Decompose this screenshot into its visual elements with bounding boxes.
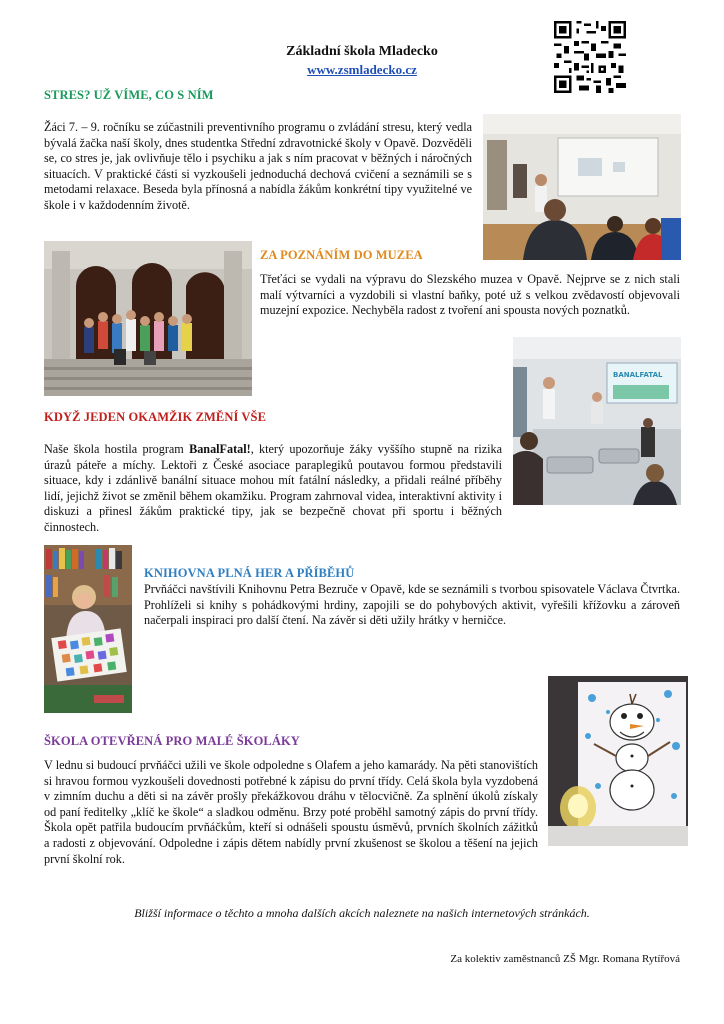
- article-skola-title: ŠKOLA OTEVŘENÁ PRO MALÉ ŠKOLÁKY: [44, 734, 300, 748]
- olaf-decoration-photo: [548, 676, 688, 846]
- school-name: Základní škola Mladecko: [286, 44, 438, 59]
- screen-banalfatal-text: BANALFATAL: [613, 371, 663, 379]
- article-okamzik-text-prefix: Naše škola hostila program: [44, 442, 190, 456]
- signature: Za kolektiv zaměstnanců ZŠ Mgr. Romana Rytířová: [450, 953, 680, 965]
- article-okamzik-title: KDYŽ JEDEN OKAMŽIK ZMĚNÍ VŠE: [44, 410, 267, 424]
- qr-code-icon: [554, 21, 626, 93]
- article-stres-text: Žáci 7. – 9. ročníku se zúčastnili preventivního programu o zvládání stresu, který vedla bývalá žačka naší školy, dnes studentka Střední zdravotnické školy v Opavě. Dozvěděli se, co stres je, jak ovlivňuje tělo i psychiku a jak s ním pracovat v běžných i náročných situacích. V praktické části si vyzkoušeli jednoduchá dechová cvičení a seznámili se s metodami relaxace. Beseda byla přínosná a nabídla žákům konkrétní tipy využitelné ve škole i v každodenním životě.: [44, 120, 472, 212]
- article-okamzik-text: [44, 442, 502, 536]
- library-child-photo: [44, 545, 132, 713]
- museum-group-photo: [44, 241, 252, 396]
- classroom-presentation-photo: [483, 114, 681, 260]
- lecture-classroom-photo: [513, 337, 681, 505]
- article-stres-title: STRES? UŽ VÍME, CO S NÍM: [44, 88, 214, 102]
- article-muzeum-title: ZA POZNÁNÍM DO MUZEA: [260, 248, 423, 262]
- footer-note: Bližší informace o těchto a mnoha dalších akcích naleznete na našich internetových stránkách.: [134, 906, 590, 920]
- article-knihovna-text: Prvňáčci navštívili Knihovnu Petra Bezruče v Opavě, kde se seznámili s tvorbou spisovatele Václava Čtvrtka. Prohlíželi si knihy s pohádkovými hrdiny, zapojili se do pohybových aktivit, vyřešili křížovku a zároveň načerpali inspiraci pro další čtení. Na závěr si děti užily hrátky v herničce.: [144, 582, 680, 628]
- banalfatal-program-name: BanalFatal!: [189, 442, 251, 456]
- website-link[interactable]: www.zsmladecko.cz: [307, 62, 417, 77]
- article-muzeum-text: Třeťáci se vydali na výpravu do Slezského muzea v Opavě. Nejprve se z nich stali malí výtvarníci a vyzdobili si vlastní baňky, poté už s velkou zvědavostí objevovali muzejní expozice. Nechyběla radost z tvoření ani spousta nových poznatků.: [260, 272, 680, 318]
- article-okamzik-text-suffix: , který upozorňuje žáky vyššího stupně na rizika úrazů páteře a míchy. Lektoři z České asociace paraplegiků poutavou formou představili situace, kdy i zdánlivě banální situace mohou mít fatální následky, a přidali reálné příběhy lidí, jejichž život se změnil během okamžiku. Program zahrnoval videa, interaktivní aktivity i diskuzi a přinesl žákům praktické tipy, jak se bezpečně chovat při sportu i běžných činnostech.: [44, 442, 502, 534]
- article-knihovna-title: KNIHOVNA PLNÁ HER A PŘÍBĚHŮ: [144, 566, 355, 580]
- article-skola-text: V lednu si budoucí prvňáčci užili ve škole odpoledne s Olafem a jeho kamarády. Na pěti stanovištích si hravou formou vyzkoušeli dovednosti potřebné k zápisu do první třídy. Celá škola byla vyzdobená v zimním duchu a děti si na závěr prošly překážkovou dráhu v tělocvičně. Za splnění úkolů získaly od paní ředitelky „klíč ke škole“ a sladkou odměnu. Brzy poté proběhl samotný zápis do první třídy. Škola opět patřila budoucím prvňáčkům, kteří si odnášeli spoustu úsměvů, prvních školních zážitků a radosti z objevování. Odpoledne i zápis dětem nabídly první zkušenost se školou a těšení na jejich první školní rok.: [44, 758, 538, 866]
